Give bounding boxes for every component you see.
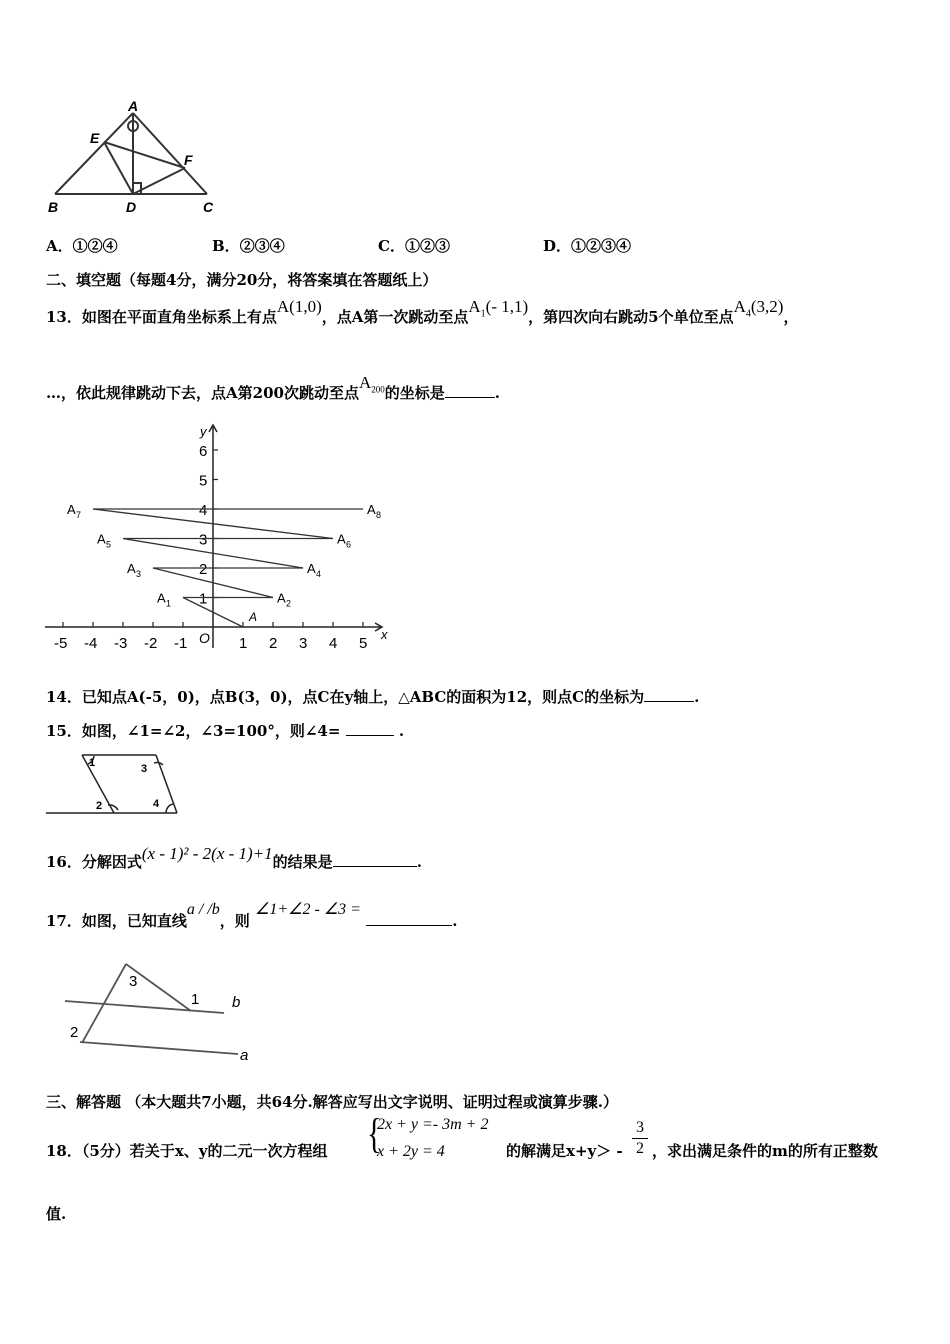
point-label-A4: A bbox=[307, 561, 316, 576]
point-label-A8: A bbox=[367, 502, 376, 517]
point-label-A7: A bbox=[67, 502, 76, 517]
q15-figure bbox=[44, 750, 184, 820]
point-sub-A1: 1 bbox=[166, 598, 172, 609]
y-tick-label: 2 bbox=[199, 561, 208, 578]
label-D: D bbox=[126, 199, 137, 215]
y-tick-label: 6 bbox=[199, 443, 208, 460]
q13-line2: …，依此规律跳动下去，点A第200次跳动至点$A_{200}$的坐标是 . bbox=[46, 373, 500, 402]
x-tick-label: -4 bbox=[84, 635, 98, 650]
y-tick-label: 3 bbox=[199, 531, 208, 549]
point-sub-A6: 6 bbox=[346, 539, 352, 550]
q18-line1: 18．（5分）若关于x、y的二元一次方程组 bbox=[46, 1142, 328, 1160]
x-tick-label: 4 bbox=[329, 635, 338, 650]
section2-title: 二、填空题（每题4分，满分20分，将答案填在答题纸上） bbox=[46, 271, 438, 289]
x-tick-label: -3 bbox=[114, 635, 128, 650]
q13-line1: 13．如图在平面直角坐标系上有点A(1,0)，点A第一次跳动至点$A_1(-$ 1,1)，第四次向右跳动5个单位至点$A_4(3,2)$， bbox=[46, 297, 799, 326]
point-sub-A8: 8 bbox=[376, 510, 382, 520]
choice-c: C．①②③ bbox=[378, 237, 450, 255]
q14: 14．已知点A(-5，0)，点B(3，0)，点C在y轴上，△ABC的面积为12，则点C的坐标为 . bbox=[46, 688, 700, 706]
x-tick-label: -5 bbox=[54, 635, 68, 650]
point-label-A6: A bbox=[337, 531, 346, 547]
point-sub-A5: 5 bbox=[106, 539, 112, 550]
q16: 16．分解因式(x - 1)² - 2(x - 1)+1的结果是 . bbox=[46, 844, 422, 871]
q17-angle-3: 3 bbox=[129, 973, 138, 990]
q15-angle-3: 3 bbox=[141, 763, 148, 775]
label-E: E bbox=[90, 130, 100, 146]
q18-rest: ，求出满足条件的m的所有正整数 bbox=[652, 1142, 878, 1160]
q17-angle-2: 2 bbox=[70, 1024, 79, 1041]
label-C: C bbox=[203, 199, 214, 215]
q18-line2: 值. bbox=[46, 1205, 67, 1223]
x-tick-label: 2 bbox=[269, 635, 278, 650]
x-axis-label: x bbox=[381, 627, 388, 642]
q17: 17．如图，已知直线a / /b，则 ∠1+∠2 - ∠3 = . bbox=[46, 901, 458, 930]
point-sub-A4: 4 bbox=[316, 569, 322, 579]
q18-condition: 的解满足x+y＞ - bbox=[506, 1142, 623, 1160]
q15-angle-2: 2 bbox=[96, 800, 103, 812]
q18-eq2: x + 2y = 4 bbox=[377, 1143, 445, 1160]
choice-b: B．②③④ bbox=[212, 237, 285, 255]
section3-title: 三、解答题 （本大题共7小题，共64分.解答应写出文字说明、证明过程或演算步骤.） bbox=[46, 1093, 618, 1111]
q18-brace: { bbox=[367, 1111, 382, 1158]
point-label-A2: A bbox=[277, 590, 286, 606]
point-label-A1: A bbox=[157, 590, 166, 606]
q15-angle-1: 1 bbox=[89, 757, 96, 769]
point-label-A3: A bbox=[127, 561, 136, 576]
y-tick-label: 4 bbox=[199, 502, 208, 519]
triangle-figure bbox=[40, 98, 230, 218]
label-F: F bbox=[184, 152, 193, 168]
y-axis-label: y bbox=[200, 424, 207, 439]
q17-angle-1: 1 bbox=[191, 991, 200, 1008]
x-tick-label: -2 bbox=[144, 635, 158, 650]
label-B: B bbox=[48, 199, 59, 215]
choice-a: A．①②④ bbox=[46, 237, 118, 255]
x-tick-label: 1 bbox=[239, 635, 248, 650]
origin-label: O bbox=[199, 630, 210, 646]
q18-fraction: 3 2 bbox=[632, 1118, 648, 1159]
point-sub-A2: 2 bbox=[286, 598, 292, 609]
q17-line-b: b bbox=[232, 994, 241, 1011]
point-sub-A7: 7 bbox=[76, 510, 82, 520]
q17-line-a: a bbox=[240, 1047, 249, 1064]
choice-d: D．①②③④ bbox=[543, 237, 632, 255]
point-label-A: A bbox=[249, 610, 258, 624]
x-tick-label: 5 bbox=[359, 635, 368, 650]
y-tick-label: 5 bbox=[199, 472, 208, 490]
q15: 15．如图，∠1=∠2，∠3=100°，则∠4= . bbox=[46, 722, 405, 740]
y-tick-label: 1 bbox=[199, 590, 208, 608]
q15-angle-4: 4 bbox=[153, 798, 160, 810]
label-A: A bbox=[128, 98, 139, 114]
q18-eq1: 2x + y =- 3m + 2 bbox=[377, 1116, 489, 1133]
q17-figure bbox=[50, 955, 270, 1070]
coordinate-graph bbox=[40, 420, 400, 650]
point-label-A5: A bbox=[97, 531, 106, 547]
x-tick-label: -1 bbox=[174, 635, 188, 650]
point-sub-A3: 3 bbox=[136, 569, 142, 579]
x-tick-label: 3 bbox=[299, 635, 308, 650]
